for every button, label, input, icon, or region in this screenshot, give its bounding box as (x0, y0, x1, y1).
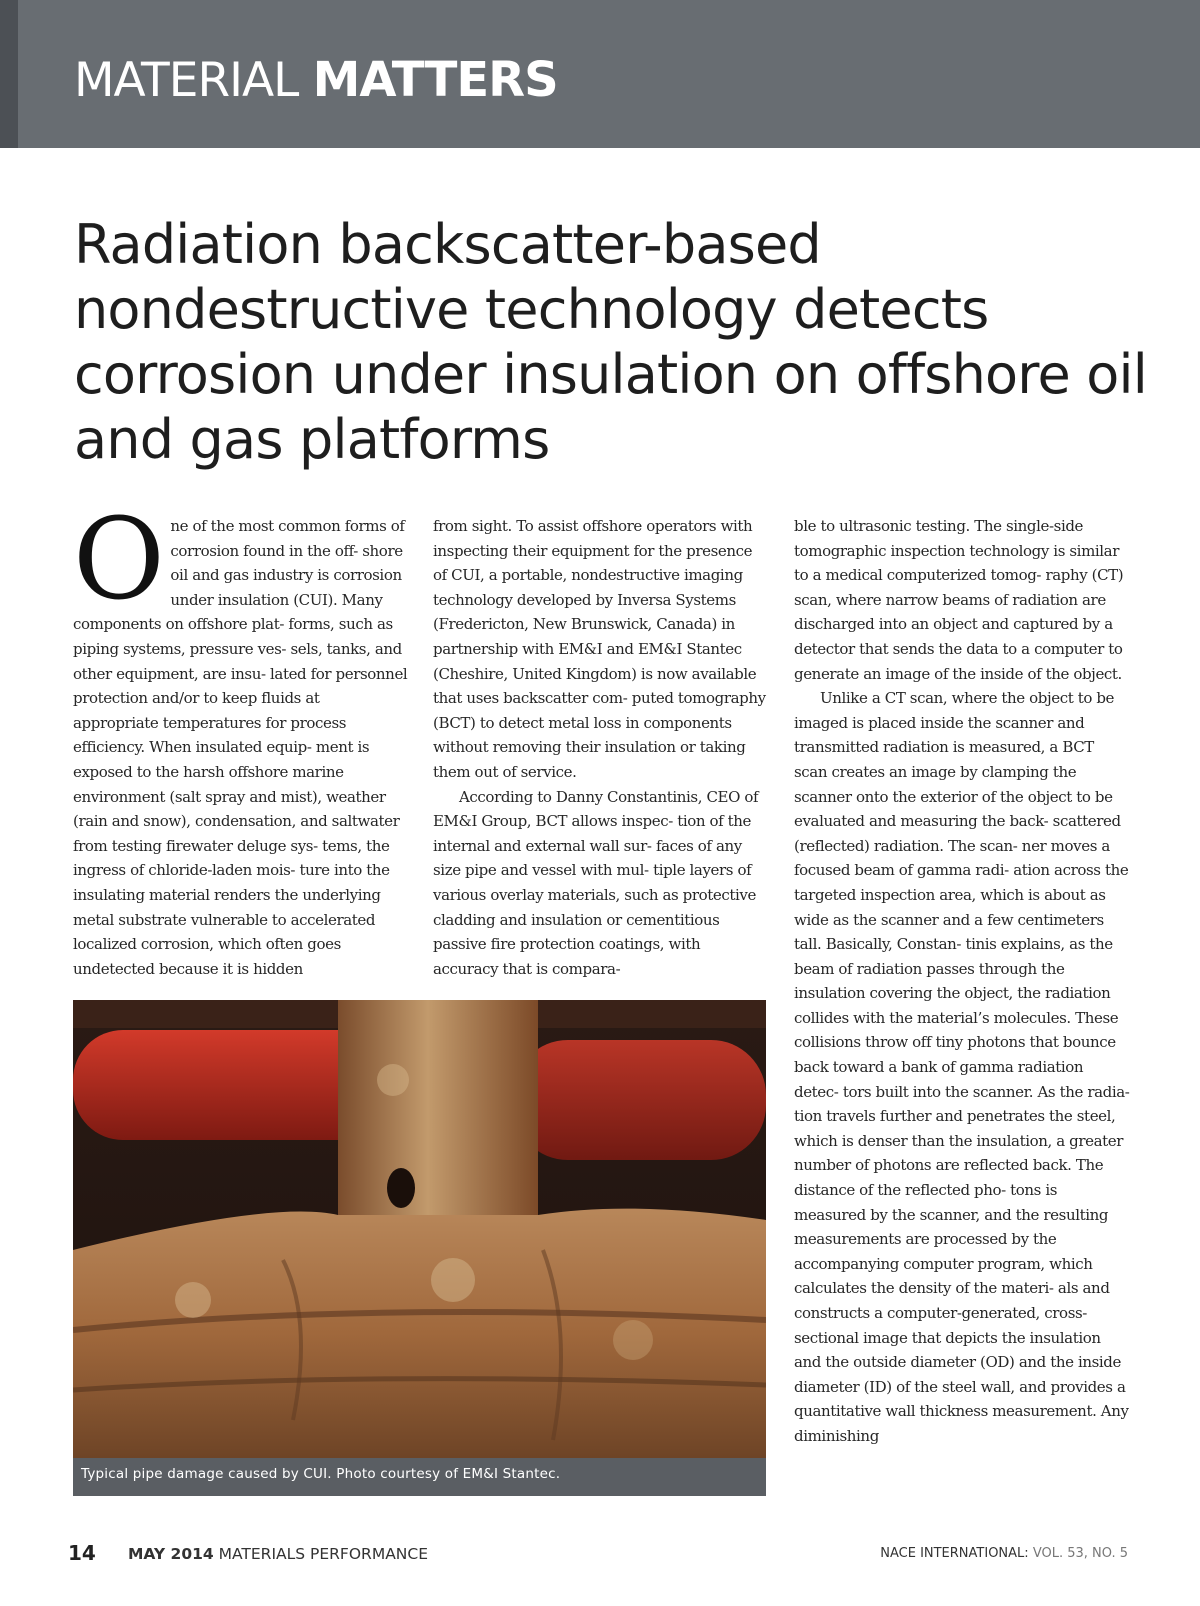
publication-name: MATERIALS PERFORMANCE (218, 1545, 429, 1563)
dropcap: O (73, 495, 165, 625)
header-accent-bar (0, 0, 18, 148)
issue-date: MAY 2014 (128, 1545, 214, 1563)
article-title: Radiation backscatter-based nondestructive technology detects corrosion under insulation on offshore oil and gas platforms (74, 213, 1147, 471)
organization-name: NACE INTERNATIONAL: (880, 1546, 1029, 1561)
text-column-3 (794, 514, 1130, 1449)
text-column-2 (433, 514, 769, 981)
text-column-1 (73, 495, 409, 981)
section-label-bold: MATTERS (312, 52, 558, 108)
paragraph: Unlike a CT scan, where the object to be imaged is placed inside the scanner and transmitted radiation is measured, a BCT scan creates an image by clamping the scanner onto the exterior of the object to be evaluated and measuring the back- scattered (reflected) radiation. The scan- ner moves a focused beam of gamma radi- ation across the targeted inspection area, which is about as wide as the scanner and a few centimeters tall. Basically, Constan- tinis explains, as the beam of radiation passes through the insulation covering the object, the radiation collides with the material’s molecules. These collisions throw off tiny photons that bounce back toward a bank of gamma radiation detec- tors built into the scanner. As the radia- tion travels further and penetrates the steel, which is denser than the insulation, a greater number of photons are reflected back. The distance of the reflected pho- tons is measured by the scanner, and the resulting measurements are processed by the accompanying computer program, which calculates the density of the materi- als and constructs a computer-generated, cross-sectional image that depicts the insulation and the outside diameter (OD) and the inside diameter (ID) of the steel wall, and provides a quantitative wall thickness measurement. Any diminishing (794, 689, 1130, 1445)
paragraph: According to Danny Constantinis, CEO of EM&I Group, BCT allows inspec- tion of the internal and external wall sur- faces of any size pipe and vessel with mul- tiple layers of various overlay materials, such as protective cladding and insulation or cementitious passive fire protection coatings, with accuracy that is compara- (433, 787, 759, 978)
paragraph: ne of the most common forms of corrosion found in the off- shore oil and gas industry is corrosion under insulation (CUI). Many components on offshore plat- forms, such as piping systems, pressure ves- sels, tanks, and other equipment, are insu- lated for personnel protection and/or to keep fluids at appropriate temperatures for process efficiency. When insulated equip- ment is exposed to the harsh offshore marine environment (salt spray and mist), weather (rain and snow), condensation, and saltwater from testing firewater deluge sys- tems, the ingress of chloride-laden mois- ture into the insulating material renders the underlying metal substrate vulnerable to accelerated localized corrosion, which often goes undetected because it is hidden (73, 517, 408, 978)
footer-publication (128, 1545, 428, 1563)
page-number: 14 (68, 1541, 96, 1565)
paragraph: ble to ultrasonic testing. The single-side tomographic inspection technology is similar to a medical computerized tomog- raphy (CT) scan, where narrow beams of radiation are discharged into an object and captured by a detector that sends the data to a computer to generate an image of the inside of the object. (794, 517, 1124, 683)
volume-number: VOL. 53, NO. 5 (1032, 1546, 1128, 1561)
paragraph: from sight. To assist offshore operators with inspecting their equipment for the presence of CUI, a portable, nondestructive imaging technology developed by Inversa Systems (Fredericton, New Brunswick, Canada) in partnership with EM&I and EM&I Stantec (Cheshire, United Kingdom) is now available that uses backscatter com- puted tomography (BCT) to detect metal loss in components without removing their insulation or taking them out of service. (433, 517, 766, 781)
footer-volume (880, 1546, 1128, 1561)
corroded-pipe-photo (73, 1000, 766, 1458)
section-label-light: MATERIAL (74, 53, 299, 108)
figure (73, 1000, 766, 1496)
section-label (74, 52, 558, 108)
section-header-band (0, 0, 1200, 148)
figure-caption: Typical pipe damage caused by CUI. Photo courtesy of EM&I Stantec. (81, 1466, 561, 1482)
